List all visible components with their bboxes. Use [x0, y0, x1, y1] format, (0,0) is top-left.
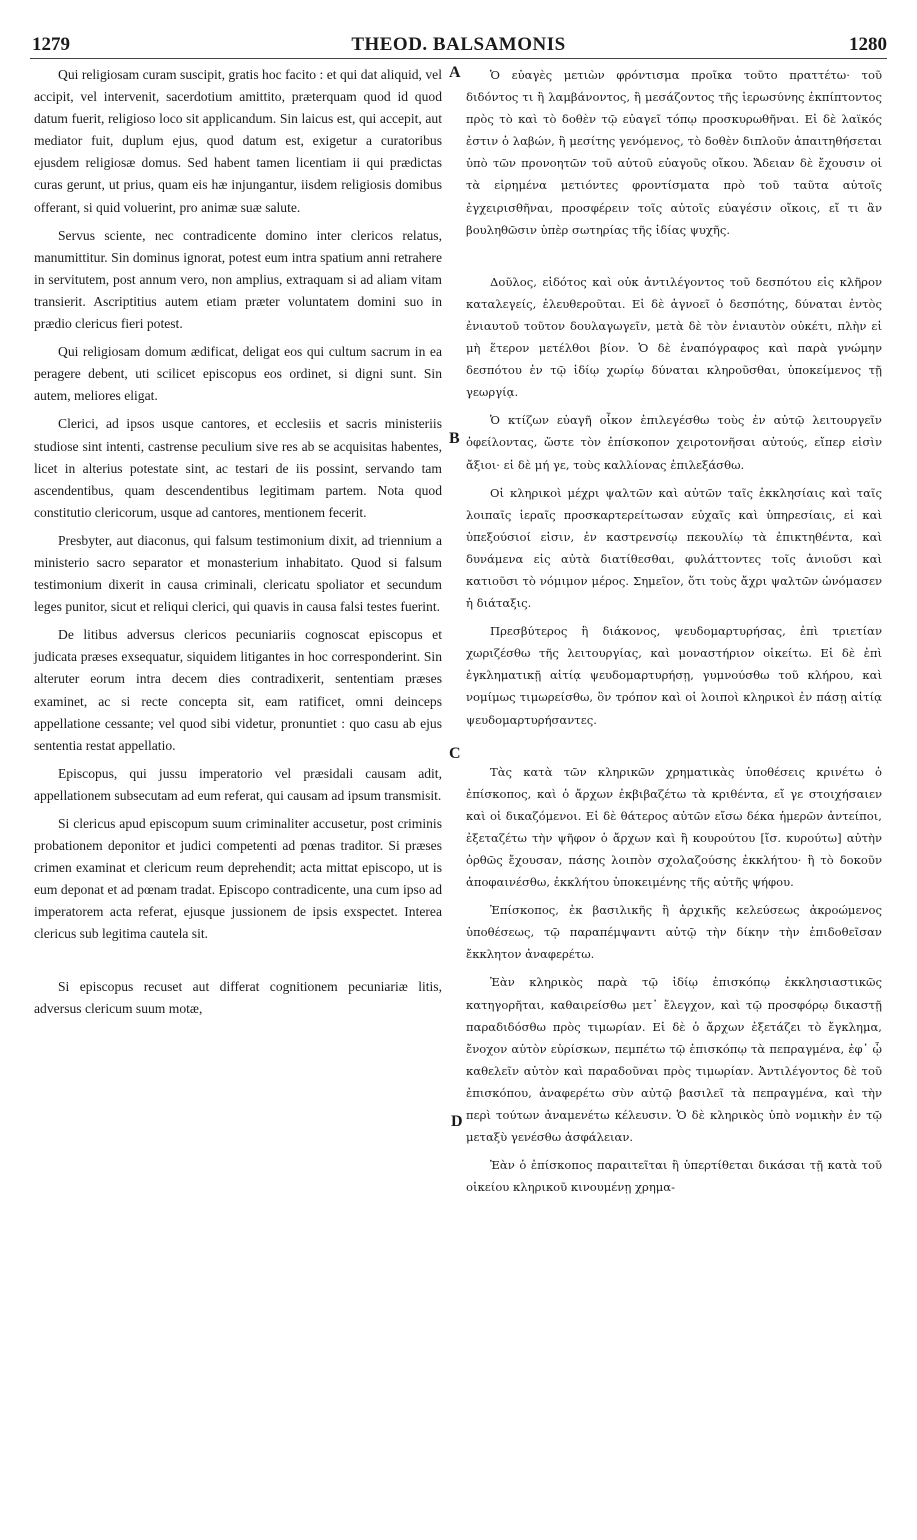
greek-column — [466, 64, 882, 1204]
page-number-right: 1280 — [849, 34, 887, 55]
latin-paragraph: Si clericus apud episcopum suum criminaliter accusetur, post criminis probationem deponitor et judici competenti ad pœnas traditor. Si præses crimen examinat et clericum reum deprehendit; acta mittat episcopo, ut is eum deponat et ad pœnam tradat. Episcopo contradicente, una cum ipso ad imperatorem acta referat, ejusque jussionem de ipsis exspectet. Interea clericus sub legitima cautela sit. — [34, 816, 442, 942]
greek-paragraph: Ἐὰν ὁ ἐπίσκοπος παραιτεῖται ἢ ὑπερτίθεται δικάσαι τῇ κατὰ τοῦ οἰκείου κληρικοῦ κινουμένῃ χρημα- — [466, 1158, 882, 1195]
greek-paragraph: Οἱ κληρικοὶ μέχρι ψαλτῶν καὶ αὐτῶν ταῖς ἐκκλησίαις καὶ ταῖς λοιπαῖς ἱεραῖς προσκαρτερείτωσαν εὐχαῖς καὶ ὑπηρεσίαις, εἰ καὶ ὑπεξούσιοί εἰσιν, ἐν καστρενσίῳ πεκουλίῳ τὰ ἐπικτηθέντα, καὶ δυνάμενα εἰς αὐτὰ διατίθεσθαι, φυλάττοντες τοῖς ἀνιοῦσι καὶ κατιοῦσι τὸ νόμιμον μέρος. Σημεῖον, ὅτι τοὺς ἄχρι ψαλτῶν ὠνόμασεν ἡ διάταξις. — [466, 485, 882, 611]
margin-letter-a: A — [449, 64, 461, 81]
running-header — [30, 34, 887, 59]
latin-paragraph: Servus sciente, nec contradicente domino inter clericos relatus, manumittitur. Sin dominus ignorat, potest eum intra spatium anni retrahere in servitutem, post annum vero, non amplius, extraquam si ad aliam vitam transierit. Ascriptitius autem etiam præter voluntatem domini suo in prædio clericus fieri potest. — [34, 227, 442, 332]
latin-paragraph: Qui religiosam domum ædificat, deligat eos qui cultum sacrum in ea peragere debent, uti scilicet episcopus eos ordinet, si digni sunt. Sin autem, meliores eligat. — [34, 344, 442, 404]
latin-paragraph: Presbyter, aut diaconus, qui falsum testimonium dixit, ad triennium a ministerio sacro separator et monasterium inhabitato. Quod si falsum testimonium dixerit in causa criminali, clericatu spoliator et secundum leges punitor, sicut et reliqui clerici, qui quavis in causa falsi testes fuerint. — [34, 532, 442, 615]
greek-paragraph: Πρεσβύτερος ἢ διάκονος, ψευδομαρτυρήσας, ἐπὶ τριετίαν χωριζέσθω τῆς λειτουργίας, καὶ μοναστήριον οἰκείτω. Εἰ δὲ ἐπὶ ἐγκληματικῇ αἰτίᾳ ψευδομαρτυρήσῃ, γυμνούσθω τοῦ κλήρου, καὶ νομίμως τιμωρείσθω, ὃν τρόπον καὶ οἱ λοιποὶ κληρικοὶ ἐν πάσῃ αἰτίᾳ ψευδομαρτυρήσαντες. — [466, 624, 882, 727]
greek-paragraph: Δοῦλος, εἰδότος καὶ οὐκ ἀντιλέγοντος τοῦ δεσπότου εἰς κλῆρον καταλεγείς, ἐλευθεροῦται. Εἰ δὲ ἀγνοεῖ ὁ δεσπότης, δύναται ἐντὸς ἐνιαυτοῦ τοῦτον δουλαγωγεῖν, μετὰ δὲ τὸν ἐνιαυτὸν οὐκέτι, πλὴν εἰ μὴ ἕτερον μετέλθοι βίον. Ὁ δὲ ἐναπόγραφος καὶ παρὰ γνώμην δεσπότου ἐν τῷ ἰδίῳ χωρίῳ δύναται κληροῦσθαι, ὑποκείμενος τῇ γεωργίᾳ. — [466, 274, 882, 400]
latin-paragraph: De litibus adversus clericos pecuniariis cognoscat episcopus et judicata præses exsequatur, siquidem litigantes in hoc corresponderint. Sin alteruter eorum intra decem dies contradixerit, sententiam præses examinet, ac si recte concepta sit, eam ratificet, omni deinceps appellatione cessante; vel quod sibi videtur, pronuntiet : quo casu ab ejus sententia restat appellatio. — [34, 627, 442, 753]
margin-letter-b: B — [449, 430, 460, 447]
latin-paragraph: Episcopus, qui jussu imperatorio vel præsidali causam adit, appellationem subsecutam ad eum referat, qui causam ad ipsum transmisit. — [34, 765, 442, 803]
greek-paragraph: Τὰς κατὰ τῶν κληρικῶν χρηματικὰς ὑποθέσεις κρινέτω ὁ ἐπίσκοπος, καὶ ὁ ἄρχων ἐκβιβαζέτω τὰ κριθέντα, εἴ γε στοιχήσαιεν καὶ οἱ δικαζόμενοι. Εἰ δὲ θάτερος αὐτῶν εἴσω δέκα ἡμερῶν ἀντείποι, ἐξεταζέτω τὴν ψῆφον ὁ ἄρχων καὶ ἢ κουρούτου [ἴσ. κυρούτω] αὐτὴν ὀρθῶς ἔχουσαν, πάσης λοιπὸν σχολαζούσης ἐκκλήτου· ἢ τὸ δοκοῦν ἀποφαινέσθω, ἐκκλήτου ὑποκειμένης τῆς αὐτῆς ψήφου. — [466, 764, 882, 890]
greek-paragraph: Ὁ εὐαγὲς μετιὼν φρόντισμα προῖκα τοῦτο πραττέτω· τοῦ διδόντος τι ἢ λαμβάνοντος, ἢ μεσάζοντος τῆς ἱερωσύνης ἐκπίπτοντος πρὸς τὸ καὶ τὸ δοθὲν τῷ εὐαγεῖ τόπῳ προσκυρωθῆναι. Εἰ δὲ λαϊκός ἐστιν ὁ λαβών, ἢ μεσίτης γενόμενος, τὸ δοθὲν διπλοῦν ἀπαιτηθήσεται ὑπὸ τῶν προνοητῶν τοῦ αὐτοῦ εὐαγοῦς οἴκου. Ἄδειαν δὲ ἔχουσιν οἱ τὰ εἰρημένα μετιόντες φροντίσματα πρὸ τοῦ ταῦτα αὐτοῖς ἐγχειρισθῆναι, προσφέρειν τοῖς αὐτοῖς εὐαγέσιν οἴκοις, εἴ τι ἂν βουληθῶσιν ὑπὲρ σωτηρίας τῆς ἰδίας ψυχῆς. — [466, 68, 882, 237]
latin-paragraph: Clerici, ad ipsos usque cantores, et ecclesiis et sacris ministeriis studiose sint intenti, castrense peculium sive res ab se acquisitas habentes, licet in alterius potestate sint, ac testari de iis possint, servando tam ascendentibus, quam descendentibus legitimam partem. Nota quod constitutio clericorum, usque ad cantores, mentionem fecerit. — [34, 416, 442, 520]
latin-paragraph: Si episcopus recuset aut differat cognitionem pecuniariæ litis, adversus clericum suum motæ, — [34, 978, 442, 1016]
latin-column — [34, 64, 442, 1026]
greek-paragraph: Ὁ κτίζων εὐαγῆ οἶκον ἐπιλεγέσθω τοὺς ἐν αὐτῷ λειτουργεῖν ὀφείλοντας, ὥστε τὸν ἐπίσκοπον χειροτονῆσαι αὐτούς, εἴπερ εἰσὶν ἄξιοι· εἰ δὲ μή γε, τοὺς καλλίονας ἐπιλεξάσθω. — [466, 413, 882, 472]
margin-letter-c: C — [449, 745, 461, 762]
margin-letter-d: D — [451, 1113, 463, 1130]
running-title: THEOD. BALSAMONIS — [351, 34, 566, 55]
latin-paragraph: Qui religiosam curam suscipit, gratis hoc facito : et qui dat aliquid, vel accipit, vel intervenit, sacerdotium amittito, præterquam quod id quod datum fuerit, religioso loco sit applicandum. Sin laicus est, qui accepit, aut mediator fuit, duplum ejus, quod datum est, exigetur a curatoribus ejusdem religiosæ domus. Sed habent tamen licentiam ii qui prædictas curas gerunt, ut prius, quam eis hæ injungantur, iisdem religiosis domibus offerant, si quid voluerint, pro animæ suæ salute. — [34, 67, 442, 215]
page-number-left: 1279 — [32, 34, 70, 55]
greek-paragraph: Ἐὰν κληρικὸς παρὰ τῷ ἰδίῳ ἐπισκόπῳ ἐκκλησιαστικῶς κατηγορῆται, καθαιρείσθω μετ᾽ ἔλεγχον, καὶ τῷ προσφόρῳ δικαστῇ παραδιδόσθω πρὸς τιμωρίαν. Εἰ δὲ ὁ ἄρχων ἐξετάζει τὸ ἔγκλημα, ἔνοχον αὐτὸν εὑρίσκων, πεμπέτω τῷ ἐπισκόπῳ τὰ πεπραγμένα, ἐφ᾽ ᾧ καθελεῖν αὐτὸν καὶ παραδοῦναι πρὸς τιμωρίαν. Ἀντιλέγοντος δὲ τοῦ ἐπισκόπου, ἀναφερέτω σὺν αὐτῷ βασιλεῖ τὰ πεπραγμένα, καὶ τὴν περὶ τούτων ἀναμενέτω κέλευσιν. Ὁ δὲ κληρικὸς ὑπὸ νομικὴν ἐν τῷ μεταξὺ γενέσθω ἀσφάλειαν. — [466, 975, 882, 1145]
greek-paragraph: Ἐπίσκοπος, ἐκ βασιλικῆς ἢ ἀρχικῆς κελεύσεως ἀκροώμενος ὑποθέσεως, τῷ παραπέμψαντι αὐτῷ τὴν δίκην τὴν ἐπιδοθεῖσαν ἔκκλητον ἀναφερέτω. — [466, 903, 882, 962]
